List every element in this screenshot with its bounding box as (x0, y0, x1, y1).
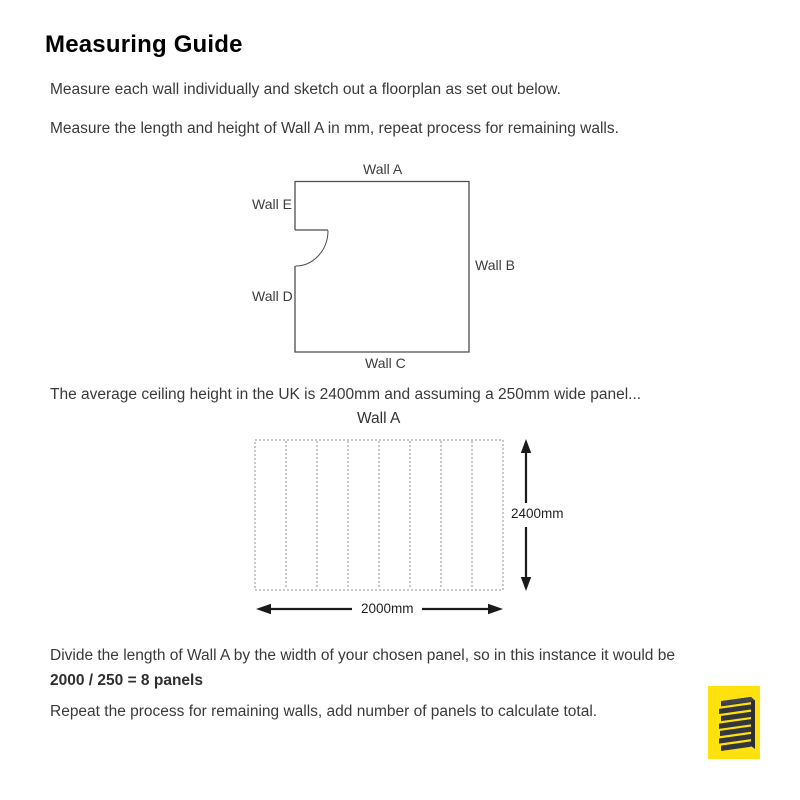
divide-instruction-paragraph: Divide the length of Wall A by the width of your chosen panel, so in this instance it would be (50, 647, 675, 664)
formula-text: 2000 / 250 = 8 panels (50, 672, 203, 689)
floorplan-outline (295, 182, 469, 353)
floorplan-label-wall-b: Wall B (475, 257, 515, 273)
brand-logo (708, 686, 760, 759)
panel-diagram-title: Wall A (357, 410, 401, 427)
page-title: Measuring Guide (45, 31, 243, 58)
door-swing-arc (296, 231, 329, 267)
panel-dividers (286, 441, 472, 589)
floorplan-label-wall-e: Wall E (252, 196, 292, 212)
floorplan-label-wall-a: Wall A (363, 161, 403, 177)
intro-paragraph-1: Measure each wall individually and sketch out a floorplan as set out below. (50, 81, 561, 98)
panel-wall-rect (255, 440, 503, 590)
repeat-instruction-paragraph: Repeat the process for remaining walls, add number of panels to calculate total. (50, 703, 598, 720)
width-dimension-label: 2000mm (361, 601, 414, 616)
ceiling-note-paragraph: The average ceiling height in the UK is 2400mm and assuming a 250mm wide panel... (50, 386, 642, 403)
height-dimension-label: 2400mm (511, 506, 564, 521)
floorplan-label-wall-d: Wall D (252, 288, 293, 304)
stacked-panels-icon (708, 686, 760, 759)
floorplan-label-wall-c: Wall C (365, 355, 406, 371)
intro-paragraph-2: Measure the length and height of Wall A in mm, repeat process for remaining walls. (50, 120, 619, 137)
